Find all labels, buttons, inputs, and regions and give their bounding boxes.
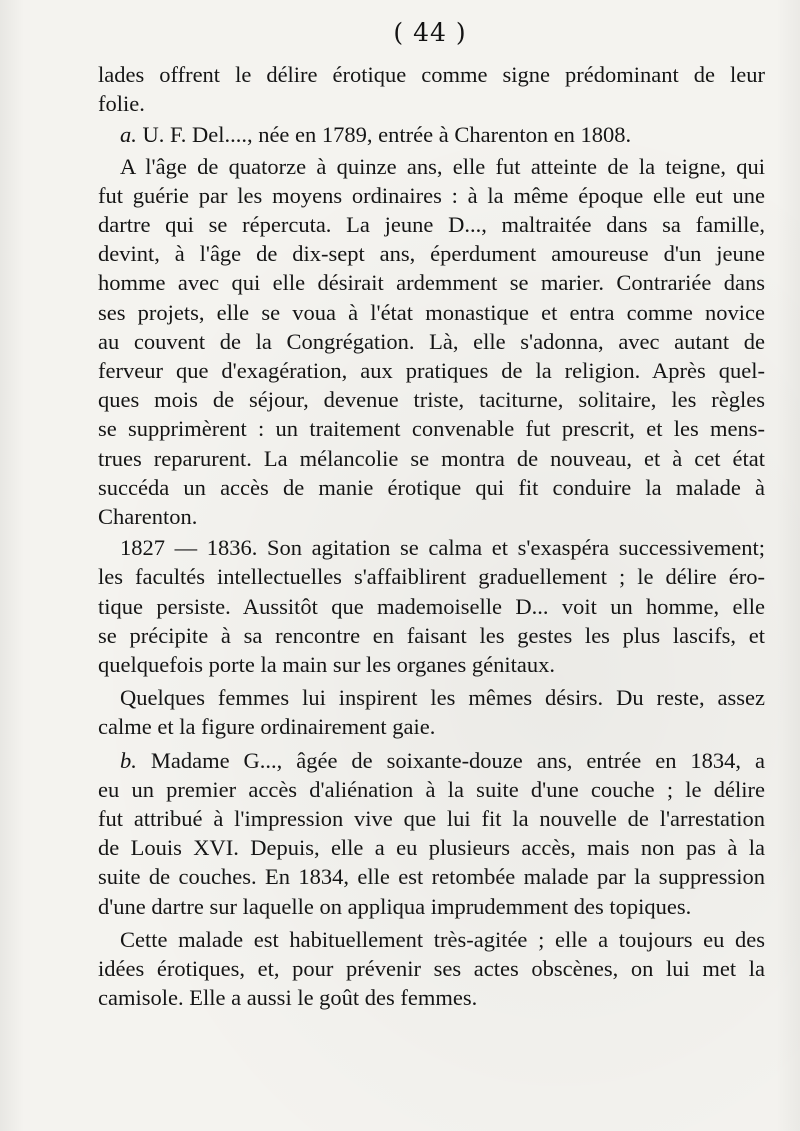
text-line: A l'âge de quatorze à quinze ans, elle fut atteinte de la teigne, qui: [120, 153, 765, 179]
text-line: homme avec qui elle désirait ardemment se marier. Contrariée dans: [98, 270, 765, 296]
text-line: folie.: [98, 91, 145, 117]
text-line: 1827 — 1836. Son agitation se calma et s'exaspéra successivement;: [120, 535, 765, 561]
case-marker: a.: [120, 122, 137, 148]
text-line: fut guérie par les moyens ordinaires : à la même époque elle eut une: [98, 182, 765, 208]
text-line: succéda un accès de manie érotique qui fit conduire la malade à: [98, 474, 765, 500]
text-line: tique persiste. Aussitôt que mademoiselle D... voit un homme, elle: [98, 593, 765, 619]
text-line: au couvent de la Congrégation. Là, elle s'adonna, avec autant de: [98, 328, 765, 354]
text-line: les facultés intellectuelles s'affaiblirent graduellement ; le délire éro-: [98, 564, 765, 590]
text-line: quelquefois porte la main sur les organes génitaux.: [98, 652, 555, 678]
text-line: Cette malade est habituellement très-agitée ; elle a toujours eu des: [120, 926, 765, 952]
text-line: calme et la figure ordinairement gaie.: [98, 714, 436, 740]
case-marker: b.: [120, 747, 137, 773]
text-line: [98, 746, 765, 775]
text-line: eu un premier accès d'aliénation à la suite d'une couche ; le délire: [98, 776, 765, 802]
paragraph-5: [98, 683, 765, 741]
text-line: ses projets, elle se voua à l'état monastique et entra comme novice: [98, 299, 765, 325]
text-line: Charenton.: [98, 504, 198, 530]
text-line: ques mois de séjour, devenue triste, taciturne, solitaire, les règles: [98, 387, 765, 413]
text-line: idées érotiques, et, pour prévenir ses actes obscènes, on lui met la: [98, 956, 765, 982]
text-line: dartre qui se répercuta. La jeune D..., maltraitée dans sa famille,: [98, 212, 765, 238]
paragraph-4: [98, 533, 765, 679]
text-line: se précipite à sa rencontre en faisant les gestes les plus lascifs, et: [98, 622, 765, 648]
paragraph-3: [98, 152, 765, 532]
body-text: [98, 60, 765, 1013]
text-line: de Louis XVI. Depuis, elle a eu plusieurs accès, mais non pas à la: [98, 835, 765, 861]
text-line: devint, à l'âge de dix-sept ans, éperdument amoureuse d'un jeune: [98, 241, 765, 267]
case-heading: U. F. Del...., née en 1789, entrée à Charenton en 1808.: [136, 122, 632, 148]
paragraph-case-a-heading: [98, 120, 765, 149]
text-line: fut attribué à l'impression vive que lui fit la nouvelle de l'arrestation: [98, 806, 765, 832]
text-line: suite de couches. En 1834, elle est retombée malade par la suppression: [98, 864, 765, 890]
text-line: [98, 120, 765, 149]
case-heading: Madame G..., âgée de soixante-douze ans, entrée en 1834, a: [136, 747, 765, 773]
page-number: ( 44 ): [393, 18, 467, 47]
text-line: trues reparurent. La mélancolie se montra de nouveau, et à cet état: [98, 445, 765, 471]
paragraph-case-b: [98, 746, 765, 921]
text-line: Quelques femmes lui inspirent les mêmes désirs. Du reste, assez: [120, 685, 765, 711]
text-line: lades offrent le délire érotique comme signe prédominant de leur: [98, 62, 765, 87]
paragraph-1: [98, 60, 765, 118]
text-line: se supprimèrent : un traitement convenable fut prescrit, et les mens-: [98, 416, 765, 442]
text-line: d'une dartre sur laquelle on appliqua imprudemment des topiques.: [98, 893, 692, 919]
text-line: camisole. Elle a aussi le goût des femmes.: [98, 985, 478, 1011]
paragraph-7: [98, 925, 765, 1013]
text-line: ferveur que d'exagération, aux pratiques de la religion. Après quel-: [98, 358, 765, 384]
